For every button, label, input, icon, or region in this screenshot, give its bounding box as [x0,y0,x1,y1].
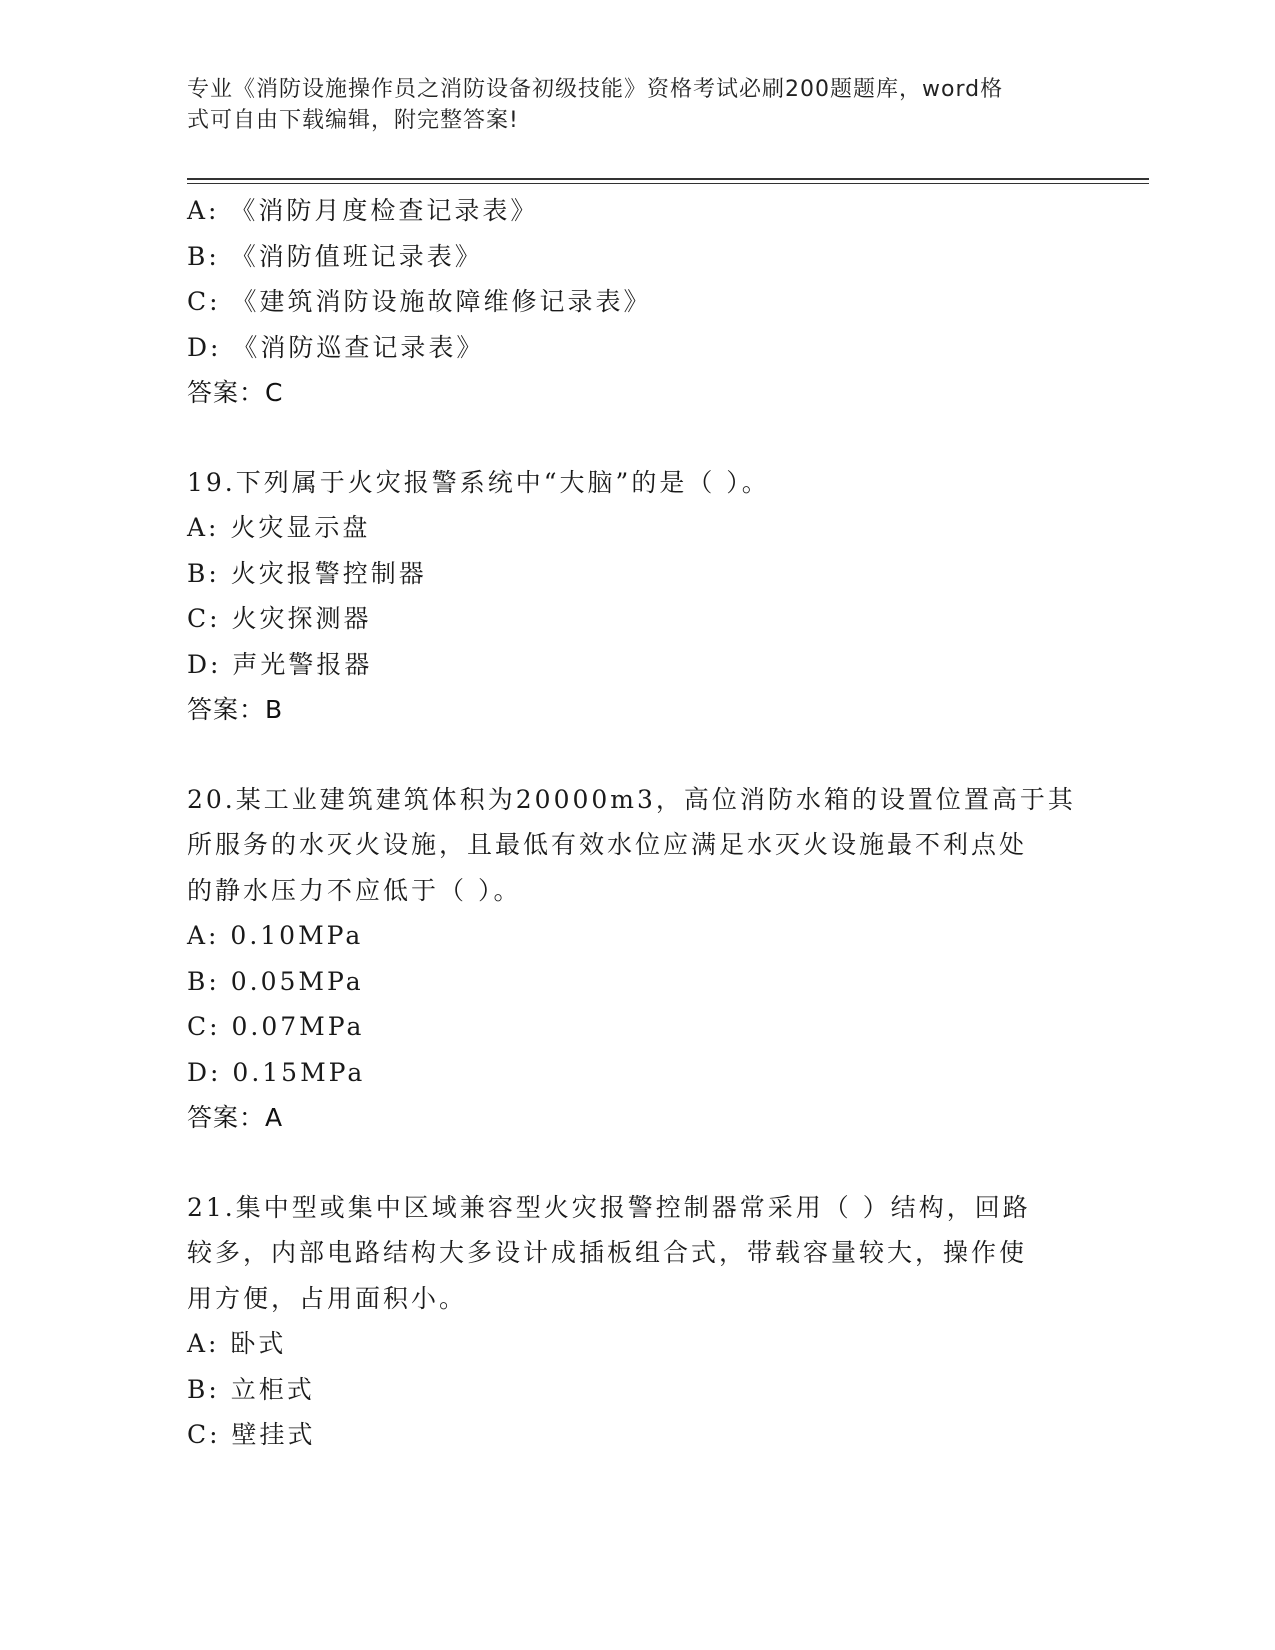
option-d: D: 0.15MPa [187,1057,366,1087]
option-a: A: 《消防月度检查记录表》 [187,196,539,225]
answer-line: 答案：C [187,378,284,407]
document-header [187,74,1067,136]
question-21 [187,1185,1087,1458]
option-c: C: 0.07MPa [187,1012,365,1041]
question-spacer [187,1141,1087,1185]
question-18 [187,188,1087,416]
option-b: B: 立柜式 [187,1374,315,1404]
question-stem-line: 19.下列属于火灾报警系统中“大脑”的是（ ）。 [187,467,770,497]
option-a: A: 0.10MPa [187,921,364,950]
option-b: B: 0.05MPa [187,966,364,996]
question-stem-line: 较多，内部电路结构大多设计成插板组合式，带载容量较大，操作使 [187,1238,1028,1267]
option-d: D: 《消防巡查记录表》 [187,332,485,362]
question-20 [187,777,1087,1141]
option-c: C: 火灾探测器 [187,604,372,633]
answer-line: 答案：B [187,695,284,724]
option-a: A: 卧式 [187,1329,287,1358]
answer-line: 答案：A [187,1103,284,1132]
question-19 [187,460,1087,733]
header-line-2: 式可自由下载编辑，附完整答案! [187,108,519,133]
option-b: B: 火灾报警控制器 [187,558,427,588]
header-divider-thick [187,178,1149,180]
question-spacer [187,416,1087,460]
question-stem-line: 20.某工业建筑建筑体积为20000m3，高位消防水箱的设置位置高于其 [187,784,1076,814]
option-b: B: 《消防值班记录表》 [187,241,483,271]
question-stem-line: 用方便，占用面积小。 [187,1283,468,1313]
option-c: C: 《建筑消防设施故障维修记录表》 [187,287,652,316]
header-line-1: 专业《消防设施操作员之消防设备初级技能》资格考试必刷200题题库，word格 [187,77,1004,102]
option-d: D: 声光警报器 [187,649,373,679]
question-list [187,188,1087,1458]
option-a: A: 火灾显示盘 [187,513,371,542]
question-spacer [187,733,1087,777]
header-divider-thin [187,183,1149,184]
question-stem-line: 的静水压力不应低于（ ）。 [187,875,522,905]
question-stem-line: 21.集中型或集中区域兼容型火灾报警控制器常采用（ ）结构，回路 [187,1192,1031,1222]
question-stem-line: 所服务的水灭火设施，且最低有效水位应满足水灭火设施最不利点处 [187,830,1028,859]
option-c: C: 壁挂式 [187,1420,316,1449]
